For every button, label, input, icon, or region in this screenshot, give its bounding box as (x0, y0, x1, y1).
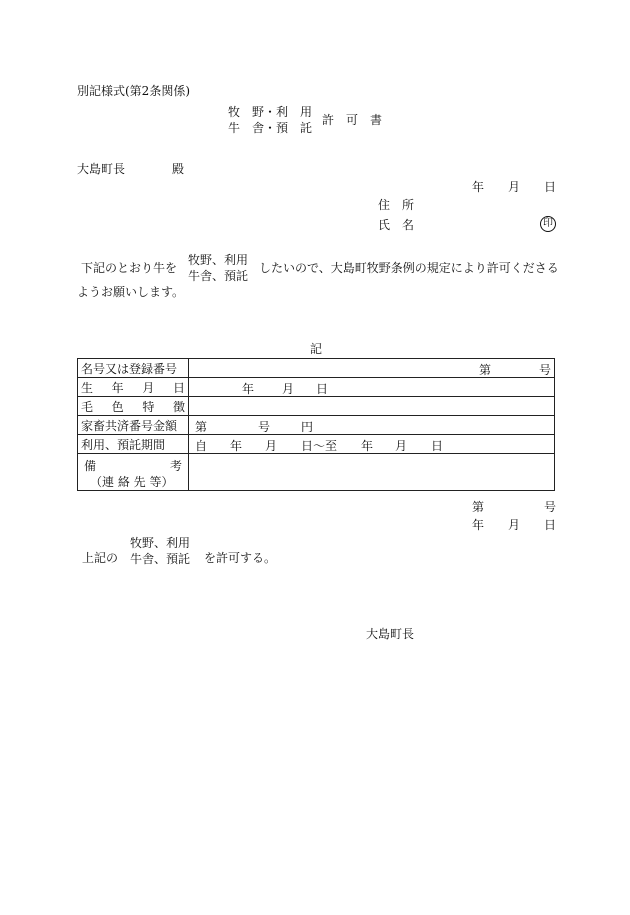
record-table (77, 358, 555, 491)
label-insurance-number-amount: 家畜共済番号金額 (78, 416, 189, 435)
approval-suffix: を許可する。 (204, 551, 277, 565)
approval-option-1: 牧野、利用 (130, 536, 191, 550)
label-name-or-registration: 名号又は登録番号 (78, 359, 189, 378)
remarks-char-1: 備 (84, 459, 97, 473)
table-row (78, 454, 555, 491)
request-line2: ようお願いします。 (77, 285, 185, 299)
period-from: 自 (195, 439, 208, 453)
label-char: 毛 (81, 399, 94, 414)
row4-yen: 円 (301, 420, 314, 434)
label-usage-period: 利用、預託期間 (78, 435, 189, 454)
title-option-2: 牛 舎・預 託 (228, 121, 313, 135)
table-row (78, 435, 555, 454)
approval-prefix: 上記の (82, 551, 119, 565)
permit-year: 年 (472, 518, 485, 532)
label-coat-features (78, 397, 189, 416)
label-char: 色 (111, 399, 124, 414)
permit-month: 月 (508, 518, 521, 532)
request-option-stack (188, 252, 248, 284)
table-row (78, 397, 555, 416)
approval-option-stack (130, 535, 190, 567)
date-month: 月 (508, 180, 521, 194)
value-usage-period (189, 435, 555, 454)
birth-day: 日 (316, 382, 329, 396)
date-day: 日 (544, 180, 557, 194)
value-birth-date (189, 378, 555, 397)
label-char: 特 (142, 399, 155, 414)
label-char: 年 (111, 380, 124, 395)
period-month: 月 (265, 439, 278, 453)
row4-dai: 第 (195, 420, 208, 434)
title-suffix: 許 可 書 (322, 113, 383, 127)
birth-year: 年 (242, 382, 255, 396)
table-row (78, 359, 555, 378)
label-remarks (78, 454, 189, 491)
issuer: 大島町長 (366, 627, 415, 641)
applicant-address-label: 住 所 (378, 198, 415, 212)
row1-dai: 第 (479, 363, 492, 377)
remarks-char-2: 考 (169, 459, 182, 473)
ki-heading: 記 (310, 342, 323, 356)
value-insurance-number-amount (189, 416, 555, 435)
title-option-stack (228, 104, 312, 136)
label-char: 生 (81, 380, 94, 395)
seal-mark: 印 (540, 216, 556, 232)
request-option-1: 牧野、利用 (188, 253, 249, 267)
addressee-honorific: 殿 (172, 162, 185, 176)
addressee-town-head: 大島町長 (77, 162, 126, 176)
request-option-2: 牛舎、預託 (188, 269, 249, 283)
date-year: 年 (472, 180, 485, 194)
approval-option-2: 牛舎、預託 (130, 552, 191, 566)
permit-day: 日 (544, 518, 557, 532)
row1-go: 号 (539, 363, 552, 377)
request-prefix: 下記のとおり牛を (81, 261, 178, 275)
request-suffix: したいので、大島町牧野条例の規定により許可くださる (259, 261, 559, 275)
applicant-name-label: 氏 名 (378, 218, 415, 232)
row4-go: 号 (258, 420, 271, 434)
label-birth-date (78, 378, 189, 397)
table-row (78, 378, 555, 397)
period-day2: 日 (431, 439, 444, 453)
value-remarks (189, 454, 555, 491)
period-year: 年 (230, 439, 243, 453)
birth-month: 月 (282, 382, 295, 396)
period-year2: 年 (361, 439, 374, 453)
remarks-contact: （連 絡 先 等） (90, 475, 174, 489)
title-option-1: 牧 野・利 用 (228, 105, 313, 119)
permit-dai: 第 (472, 500, 485, 514)
value-coat-features (189, 397, 555, 416)
form-id: 別記様式(第2条関係) (77, 84, 190, 98)
label-char: 日 (172, 380, 185, 395)
label-char: 月 (142, 380, 155, 395)
value-name-or-registration (189, 359, 555, 378)
period-day-to: 日〜至 (301, 439, 338, 453)
label-char: 徴 (172, 399, 185, 414)
table-row (78, 416, 555, 435)
permit-go: 号 (544, 500, 557, 514)
period-month2: 月 (395, 439, 408, 453)
